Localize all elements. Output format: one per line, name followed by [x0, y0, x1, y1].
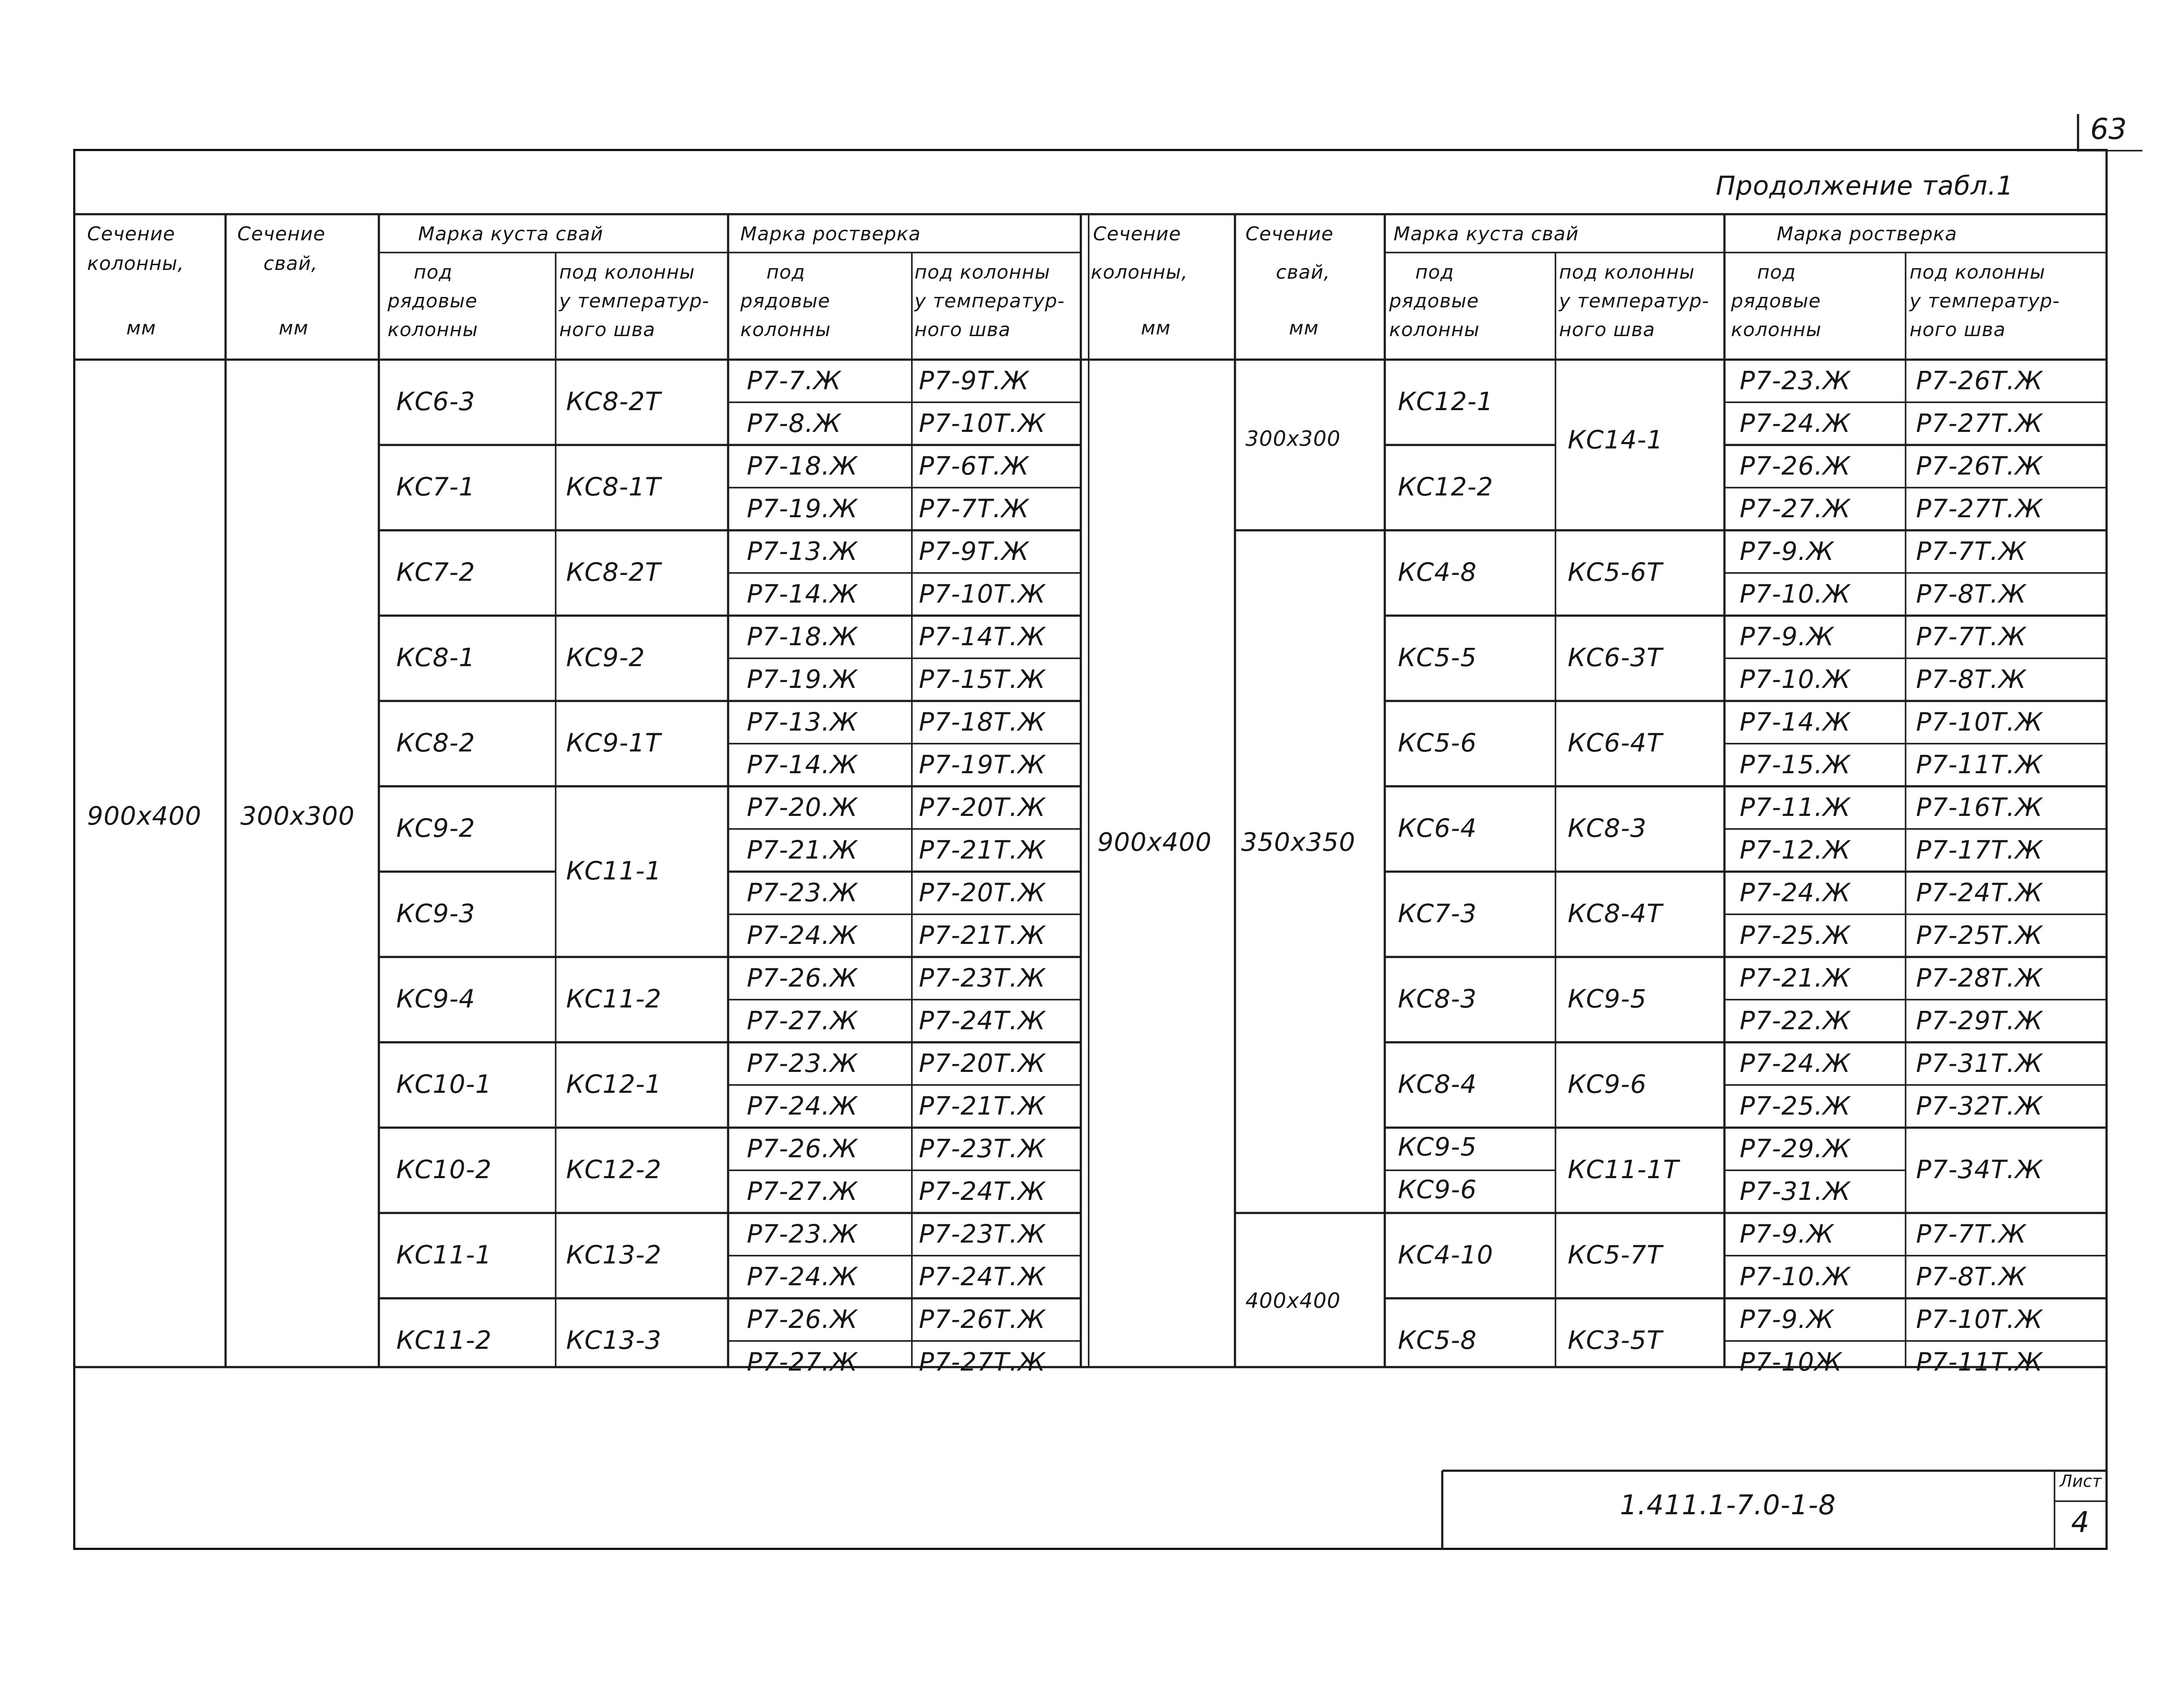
- hdr-pile-section-r3: мм: [1289, 317, 1319, 339]
- right-grill-joint-17: Р7-32Т.Ж: [1916, 1091, 2043, 1121]
- pile-row-mark-6: КС9-3: [396, 899, 476, 928]
- hdr-col-section-r1: Сечение: [1093, 223, 1181, 245]
- right-grill-joint-20: Р7-8Т.Ж: [1916, 1262, 2027, 1291]
- hdr-pile-section-r1: Сечение: [1245, 223, 1334, 245]
- subhdr-right-pile-joint-1: у температур-: [1559, 290, 1710, 312]
- subhdr-right-pile-row-1: рядовые: [1389, 290, 1479, 312]
- right-grill-row-20: Р7-9.Ж: [1740, 1219, 1834, 1249]
- subhdr-left-grill-row-2: колонны: [740, 319, 831, 341]
- pile-joint-mark-5: КС11-1: [566, 856, 662, 886]
- grill-row-mark-4-1: Р7-14.Ж: [747, 750, 858, 779]
- right-pile-joint-0: КС14-1: [1568, 425, 1663, 455]
- pile-row-mark-3: КС8-1: [396, 643, 476, 672]
- grill-joint-mark-11-0: Р7-26Т.Ж: [919, 1304, 1046, 1334]
- right-grill-row-11: Р7-12.Ж: [1740, 835, 1851, 865]
- right-pile-row-12: КС5-8: [1398, 1325, 1477, 1355]
- right-pile-row-4: КС5-6: [1398, 728, 1477, 758]
- subhdr-left-pile-row-2: колонны: [388, 319, 478, 341]
- right-pile-row-3: КС5-5: [1398, 643, 1477, 672]
- subhdr-left-grill-row-1: рядовые: [740, 290, 830, 312]
- grill-row-mark-6-0: Р7-23.Ж: [747, 878, 858, 907]
- right-pile-row-1: КС12-2: [1398, 472, 1494, 502]
- grill-joint-mark-8-1: Р7-21Т.Ж: [919, 1091, 1046, 1121]
- right-grill-joint-16: Р7-31Т.Ж: [1916, 1048, 2043, 1078]
- right-grill-row-3: Р7-27.Ж: [1740, 494, 1851, 523]
- right-pile-joint-6: КС9-5: [1568, 984, 1647, 1014]
- subhdr-right-pile-row-2: колонны: [1389, 319, 1480, 341]
- grill-row-mark-5-0: Р7-20.Ж: [747, 792, 858, 822]
- grill-joint-mark-3-1: Р7-15Т.Ж: [919, 664, 1046, 694]
- grill-joint-mark-8-0: Р7-20Т.Ж: [919, 1048, 1046, 1078]
- subhdr-right-grill-row-2: колонны: [1731, 319, 1822, 341]
- right-pile-joint-7: КС9-6: [1568, 1069, 1647, 1099]
- right-grill-joint-14: Р7-28Т.Ж: [1916, 963, 2043, 993]
- right-grill-joint-7: Р7-8Т.Ж: [1916, 664, 2027, 694]
- hdr-col-section-2: колонны,: [87, 253, 184, 275]
- sheet-label: Лист: [2060, 1472, 2102, 1491]
- pile-joint-mark-8: КС12-1: [566, 1069, 662, 1099]
- right-pile-row-10: КС9-6: [1398, 1175, 1477, 1204]
- pile-row-mark-9: КС10-2: [396, 1155, 492, 1184]
- pile-joint-mark-10: КС13-2: [566, 1240, 662, 1270]
- right-pile-joint-3: КС6-4Т: [1568, 728, 1663, 758]
- grill-joint-mark-1-1: Р7-7Т.Ж: [919, 494, 1029, 523]
- grill-joint-mark-2-1: Р7-10Т.Ж: [919, 579, 1046, 609]
- subhdr-left-grill-joint-0: под колонны: [914, 261, 1050, 283]
- right-pile-row-11: КС4-10: [1398, 1240, 1494, 1270]
- subhdr-right-grill-joint-2: ного шва: [1910, 319, 2006, 341]
- pile-joint-mark-4: КС9-1Т: [566, 728, 661, 758]
- pile-joint-mark-1: КС8-1Т: [566, 472, 661, 502]
- subhdr-left-pile-joint-0: под колонны: [559, 261, 695, 283]
- subhdr-left-grill-row-0: под: [766, 261, 806, 283]
- right-grill-joint-9: Р7-11Т.Ж: [1916, 750, 2043, 779]
- right-grill-row-22: Р7-9.Ж: [1740, 1304, 1834, 1334]
- subhdr-right-pile-row-0: под: [1415, 261, 1454, 283]
- subhdr-right-grill-row-0: под: [1757, 261, 1796, 283]
- grill-joint-mark-2-0: Р7-9Т.Ж: [919, 536, 1029, 566]
- grill-joint-mark-11-1: Р7-27Т.Ж: [919, 1347, 1046, 1377]
- subhdr-right-grill-joint-0: под колонны: [1910, 261, 2045, 283]
- grill-joint-mark-6-1: Р7-21Т.Ж: [919, 920, 1046, 950]
- grill-joint-mark-9-0: Р7-23Т.Ж: [919, 1134, 1046, 1163]
- right-pile-section-2: 400x400: [1245, 1289, 1341, 1313]
- hdr-pile-section-1: Сечение: [237, 223, 326, 245]
- right-grill-row-13: Р7-25.Ж: [1740, 920, 1851, 950]
- right-pile-joint-10: КС3-5Т: [1568, 1325, 1663, 1355]
- right-grill-joint-18: Р7-34Т.Ж: [1916, 1155, 2043, 1184]
- subhdr-right-pile-joint-0: под колонны: [1559, 261, 1695, 283]
- grill-joint-mark-5-1: Р7-21Т.Ж: [919, 835, 1046, 865]
- subhdr-left-pile-row-1: рядовые: [388, 290, 478, 312]
- hdr-col-section-1: Сечение: [87, 223, 175, 245]
- hdr-grillage-mark-left: Марка ростверка: [740, 223, 921, 245]
- grill-joint-mark-5-0: Р7-20Т.Ж: [919, 792, 1046, 822]
- right-grill-row-14: Р7-21.Ж: [1740, 963, 1851, 993]
- grill-row-mark-4-0: Р7-13.Ж: [747, 707, 858, 737]
- grill-row-mark-9-1: Р7-27.Ж: [747, 1176, 858, 1206]
- right-grill-joint-6: Р7-7Т.Ж: [1916, 622, 2027, 651]
- grill-row-mark-8-0: Р7-23.Ж: [747, 1048, 858, 1078]
- right-grill-joint-5: Р7-8Т.Ж: [1916, 579, 2027, 609]
- right-grill-joint-21: Р7-10Т.Ж: [1916, 1304, 2043, 1334]
- right-grill-joint-1: Р7-27Т.Ж: [1916, 408, 2043, 438]
- grill-row-mark-5-1: Р7-21.Ж: [747, 835, 858, 865]
- grill-joint-mark-1-0: Р7-6Т.Ж: [919, 451, 1029, 481]
- hdr-pile-mark-left: Марка куста свай: [418, 223, 604, 245]
- hdr-col-section-3: мм: [126, 317, 156, 339]
- right-grill-row-9: Р7-15.Ж: [1740, 750, 1851, 779]
- grill-joint-mark-6-0: Р7-20Т.Ж: [919, 878, 1046, 907]
- pile-joint-mark-11: КС13-3: [566, 1325, 662, 1355]
- grill-row-mark-6-1: Р7-24.Ж: [747, 920, 858, 950]
- grill-row-mark-2-0: Р7-13.Ж: [747, 536, 858, 566]
- pile-row-mark-4: КС8-2: [396, 728, 476, 758]
- right-grill-row-16: Р7-24.Ж: [1740, 1048, 1851, 1078]
- right-grill-row-15: Р7-22.Ж: [1740, 1006, 1851, 1035]
- subhdr-right-grill-joint-1: у температур-: [1910, 290, 2060, 312]
- right-grill-joint-12: Р7-24Т.Ж: [1916, 878, 2043, 907]
- doc-code: 1.411.1-7.0-1-8: [1620, 1489, 1836, 1521]
- grill-joint-mark-7-0: Р7-23Т.Ж: [919, 963, 1046, 993]
- grill-row-mark-7-0: Р7-26.Ж: [747, 963, 858, 993]
- grill-row-mark-1-1: Р7-19.Ж: [747, 494, 858, 523]
- right-grill-row-17: Р7-25.Ж: [1740, 1091, 1851, 1121]
- pile-joint-mark-7: КС11-2: [566, 984, 662, 1014]
- hdr-pile-section-2: свай,: [263, 253, 318, 275]
- right-grill-joint-0: Р7-26Т.Ж: [1916, 366, 2043, 395]
- subhdr-left-grill-joint-1: у температур-: [914, 290, 1065, 312]
- right-grill-joint-4: Р7-7Т.Ж: [1916, 536, 2027, 566]
- right-grill-joint-2: Р7-26Т.Ж: [1916, 451, 2043, 481]
- left-column-section: 900x400: [87, 801, 202, 831]
- grill-joint-mark-9-1: Р7-24Т.Ж: [919, 1176, 1046, 1206]
- grill-joint-mark-7-1: Р7-24Т.Ж: [919, 1006, 1046, 1035]
- hdr-pile-section-3: мм: [279, 317, 309, 339]
- right-grill-joint-19: Р7-7Т.Ж: [1916, 1219, 2027, 1249]
- right-grill-joint-8: Р7-10Т.Ж: [1916, 707, 2043, 737]
- pile-joint-mark-3: КС9-2: [566, 643, 645, 672]
- right-grill-joint-13: Р7-25Т.Ж: [1916, 920, 2043, 950]
- hdr-grillage-mark-right: Марка ростверка: [1777, 223, 1957, 245]
- right-grill-row-21: Р7-10.Ж: [1740, 1262, 1851, 1291]
- page-number: 63: [2090, 112, 2127, 146]
- grill-joint-mark-3-0: Р7-14Т.Ж: [919, 622, 1046, 651]
- right-grill-row-2: Р7-26.Ж: [1740, 451, 1851, 481]
- right-grill-row-23: Р7-10Ж: [1740, 1347, 1842, 1377]
- right-grill-row-18: Р7-29.Ж: [1740, 1134, 1851, 1163]
- grill-joint-mark-0-1: Р7-10Т.Ж: [919, 408, 1046, 438]
- pile-row-mark-7: КС9-4: [396, 984, 476, 1014]
- grill-row-mark-3-0: Р7-18.Ж: [747, 622, 858, 651]
- pile-joint-mark-2: КС8-2Т: [566, 557, 661, 587]
- right-grill-joint-3: Р7-27Т.Ж: [1916, 494, 2043, 523]
- grill-row-mark-0-1: Р7-8.Ж: [747, 408, 841, 438]
- right-pile-row-5: КС6-4: [1398, 813, 1477, 843]
- grill-row-mark-9-0: Р7-26.Ж: [747, 1134, 858, 1163]
- grill-row-mark-2-1: Р7-14.Ж: [747, 579, 858, 609]
- grill-row-mark-7-1: Р7-27.Ж: [747, 1006, 858, 1035]
- right-grill-row-1: Р7-24.Ж: [1740, 408, 1851, 438]
- right-pile-joint-8: КС11-1Т: [1568, 1155, 1679, 1184]
- subhdr-left-pile-row-0: под: [414, 261, 453, 283]
- grill-joint-mark-10-0: Р7-23Т.Ж: [919, 1219, 1046, 1249]
- grill-joint-mark-10-1: Р7-24Т.Ж: [919, 1262, 1046, 1291]
- right-grill-row-10: Р7-11.Ж: [1740, 792, 1851, 822]
- grill-row-mark-1-0: Р7-18.Ж: [747, 451, 858, 481]
- pile-row-mark-8: КС10-1: [396, 1069, 492, 1099]
- right-pile-row-9: КС9-5: [1398, 1132, 1477, 1162]
- subhdr-right-pile-joint-2: ного шва: [1559, 319, 1655, 341]
- pile-row-mark-10: КС11-1: [396, 1240, 492, 1270]
- right-grill-row-7: Р7-10.Ж: [1740, 664, 1851, 694]
- grill-row-mark-8-1: Р7-24.Ж: [747, 1091, 858, 1121]
- hdr-col-section-r2: колонны,: [1091, 261, 1188, 283]
- right-pile-joint-9: КС5-7Т: [1568, 1240, 1663, 1270]
- right-pile-joint-5: КС8-4Т: [1568, 899, 1663, 928]
- right-grill-row-0: Р7-23.Ж: [1740, 366, 1851, 395]
- right-grill-row-12: Р7-24.Ж: [1740, 878, 1851, 907]
- pile-row-mark-11: КС11-2: [396, 1325, 492, 1355]
- right-pile-row-8: КС8-4: [1398, 1069, 1477, 1099]
- right-pile-row-7: КС8-3: [1398, 984, 1477, 1014]
- right-grill-row-6: Р7-9.Ж: [1740, 622, 1834, 651]
- pile-joint-mark-0: КС8-2Т: [566, 387, 661, 416]
- right-pile-row-6: КС7-3: [1398, 899, 1477, 928]
- hdr-pile-mark-right: Марка куста свай: [1393, 223, 1579, 245]
- pile-row-mark-5: КС9-2: [396, 813, 476, 843]
- sheet-number: 4: [2071, 1506, 2090, 1539]
- right-grill-row-5: Р7-10.Ж: [1740, 579, 1851, 609]
- right-pile-joint-2: КС6-3Т: [1568, 643, 1663, 672]
- pile-row-mark-2: КС7-2: [396, 557, 476, 587]
- grill-joint-mark-4-1: Р7-19Т.Ж: [919, 750, 1046, 779]
- pile-row-mark-0: КС6-3: [396, 387, 476, 416]
- table-caption: Продолжение табл.1: [1716, 171, 2014, 201]
- grill-row-mark-0-0: Р7-7.Ж: [747, 366, 841, 395]
- right-pile-joint-4: КС8-3: [1568, 813, 1647, 843]
- grill-row-mark-11-1: Р7-27.Ж: [747, 1347, 858, 1377]
- right-pile-joint-1: КС5-6Т: [1568, 557, 1663, 587]
- right-column-section: 900x400: [1097, 827, 1212, 857]
- right-grill-joint-10: Р7-16Т.Ж: [1916, 792, 2043, 822]
- subhdr-right-grill-row-1: рядовые: [1731, 290, 1821, 312]
- left-pile-section: 300x300: [240, 801, 355, 831]
- right-pile-row-0: КС12-1: [1398, 387, 1494, 416]
- grill-row-mark-11-0: Р7-26.Ж: [747, 1304, 858, 1334]
- right-pile-row-2: КС4-8: [1398, 557, 1477, 587]
- right-grill-joint-22: Р7-11Т.Ж: [1916, 1347, 2043, 1377]
- pile-joint-mark-9: КС12-2: [566, 1155, 662, 1184]
- hdr-col-section-r3: мм: [1141, 317, 1171, 339]
- subhdr-left-pile-joint-1: у температур-: [559, 290, 710, 312]
- grill-row-mark-10-1: Р7-24.Ж: [747, 1262, 858, 1291]
- right-grill-row-4: Р7-9.Ж: [1740, 536, 1834, 566]
- right-grill-joint-11: Р7-17Т.Ж: [1916, 835, 2043, 865]
- right-grill-joint-15: Р7-29Т.Ж: [1916, 1006, 2043, 1035]
- right-grill-row-19: Р7-31.Ж: [1740, 1176, 1851, 1206]
- grill-joint-mark-4-0: Р7-18Т.Ж: [919, 707, 1046, 737]
- subhdr-left-grill-joint-2: ного шва: [914, 319, 1011, 341]
- hdr-pile-section-r2: свай,: [1276, 261, 1330, 283]
- grill-joint-mark-0-0: Р7-9Т.Ж: [919, 366, 1029, 395]
- subhdr-left-pile-joint-2: ного шва: [559, 319, 655, 341]
- pile-row-mark-1: КС7-1: [396, 472, 476, 502]
- right-pile-section-1: 350x350: [1241, 827, 1356, 857]
- right-pile-section-0: 300x300: [1245, 427, 1341, 451]
- right-grill-row-8: Р7-14.Ж: [1740, 707, 1851, 737]
- grill-row-mark-10-0: Р7-23.Ж: [747, 1219, 858, 1249]
- grill-row-mark-3-1: Р7-19.Ж: [747, 664, 858, 694]
